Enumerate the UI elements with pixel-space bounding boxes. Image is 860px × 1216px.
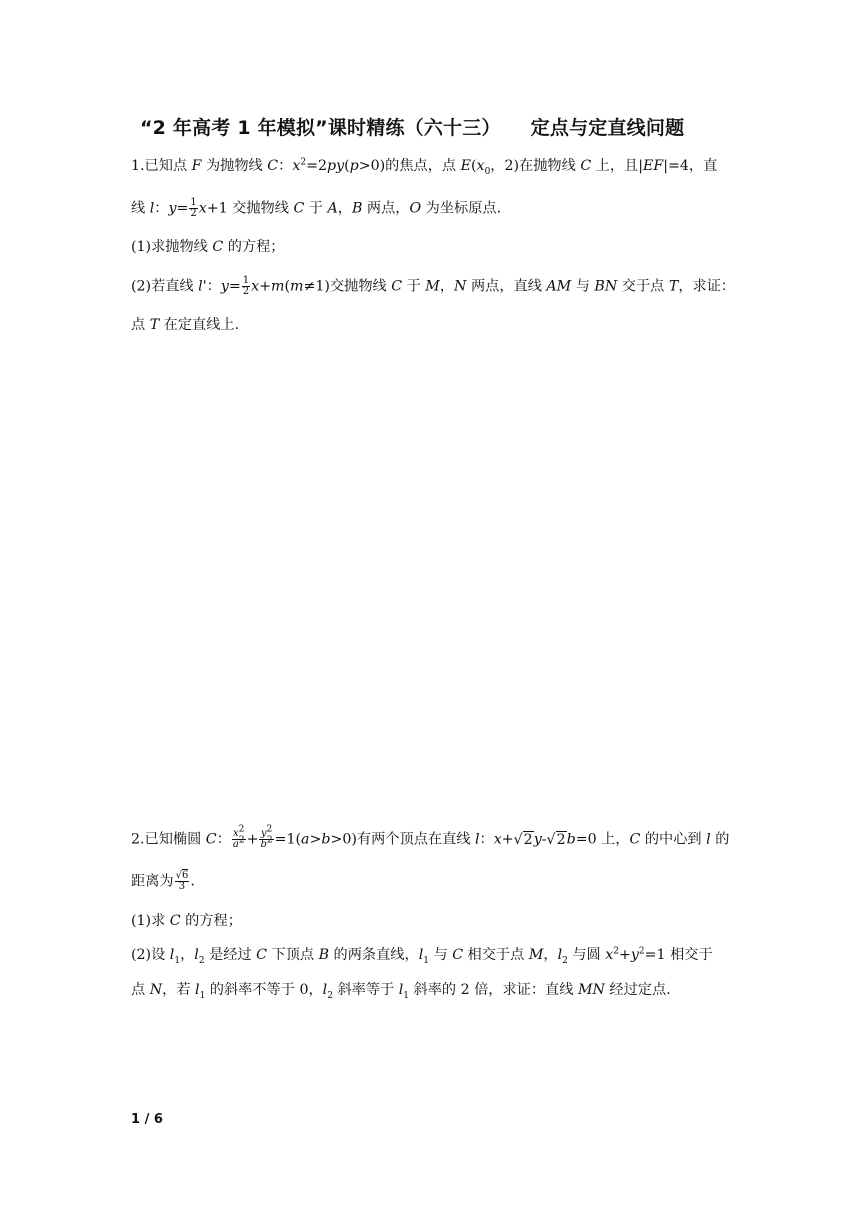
title-subtitle: 定点与定直线问题 bbox=[530, 117, 685, 139]
text: 是经过 bbox=[204, 947, 257, 963]
text: 相交于点 bbox=[463, 947, 529, 963]
var: M bbox=[425, 278, 440, 295]
text: - bbox=[541, 831, 547, 848]
var: C bbox=[629, 831, 641, 848]
var: C bbox=[580, 158, 592, 174]
var: m bbox=[290, 278, 304, 295]
sqrt-sign: √ bbox=[175, 870, 182, 881]
text: 2.已知椭圆 bbox=[131, 831, 206, 848]
text: 上，且| bbox=[591, 158, 644, 174]
problem1-part2-line2 bbox=[131, 315, 239, 335]
subscript: 2 bbox=[562, 955, 568, 966]
problem2-stem-line1 bbox=[131, 824, 730, 850]
exponent: 2 bbox=[613, 946, 619, 957]
var: C bbox=[267, 158, 279, 174]
text: 线 bbox=[131, 200, 150, 217]
text: =2 bbox=[306, 158, 327, 174]
var: a bbox=[301, 831, 310, 848]
var: EF bbox=[643, 158, 664, 174]
var: AM bbox=[546, 278, 572, 295]
problem1-stem-line2 bbox=[131, 198, 501, 219]
text: >0)有两个顶点在直线 bbox=[330, 831, 475, 848]
text: 的方程； bbox=[180, 913, 242, 929]
var: l bbox=[194, 947, 199, 963]
var: MN bbox=[577, 982, 605, 998]
var: x bbox=[198, 200, 207, 217]
text: ( bbox=[471, 158, 477, 174]
text: 于 bbox=[304, 200, 328, 217]
text: +1 交抛物线 bbox=[206, 200, 294, 217]
var: x bbox=[292, 158, 301, 174]
text: 两点，直线 bbox=[466, 278, 547, 295]
text: 交于点 bbox=[617, 278, 669, 295]
text: 点 bbox=[131, 982, 150, 998]
problem1-part2-line1 bbox=[131, 276, 735, 297]
var: A bbox=[327, 200, 338, 217]
var: l' bbox=[198, 278, 207, 295]
text: ： bbox=[479, 831, 494, 848]
text: 下顶点 bbox=[267, 947, 319, 963]
sqrt-radicand: 2 bbox=[556, 831, 566, 848]
var: x bbox=[476, 158, 485, 174]
text: ，若 bbox=[162, 982, 196, 998]
var: C bbox=[256, 947, 268, 963]
text: + bbox=[246, 831, 259, 848]
var: y bbox=[630, 947, 639, 963]
var: m bbox=[271, 278, 285, 295]
exponent: 2 bbox=[238, 835, 245, 846]
var: p bbox=[349, 158, 359, 174]
fraction bbox=[232, 824, 246, 850]
sqrt bbox=[547, 830, 567, 850]
var: C bbox=[293, 200, 305, 217]
exponent: 2 bbox=[638, 946, 645, 957]
text: 两点， bbox=[362, 200, 410, 217]
fraction bbox=[259, 824, 273, 850]
var: C bbox=[212, 239, 224, 255]
subscript: 1 bbox=[423, 955, 429, 966]
var: l bbox=[149, 200, 155, 217]
text: 为坐标原点. bbox=[421, 200, 502, 217]
text: 在定直线上. bbox=[159, 317, 240, 333]
fraction-den: 2 bbox=[190, 208, 197, 219]
text: ： bbox=[278, 158, 293, 174]
var: b bbox=[566, 831, 576, 848]
problem2-stem-line2 bbox=[131, 871, 195, 892]
text: 1.已知点 bbox=[131, 158, 192, 174]
var: l bbox=[169, 947, 175, 963]
exponent: 2 bbox=[266, 824, 273, 835]
exponent: 2 bbox=[300, 157, 307, 168]
sqrt bbox=[514, 830, 534, 850]
var: x bbox=[251, 278, 260, 295]
page-title bbox=[140, 113, 780, 140]
var: C bbox=[391, 278, 403, 295]
var: M bbox=[528, 947, 544, 963]
text: 距离为 bbox=[131, 873, 174, 890]
fraction-den: 3 bbox=[178, 881, 186, 892]
fraction-den bbox=[259, 835, 273, 850]
subscript: 1 bbox=[174, 955, 181, 966]
var: a bbox=[232, 839, 239, 850]
var: y bbox=[220, 278, 229, 295]
text: ，求证： bbox=[678, 278, 736, 295]
problem1-stem-line1 bbox=[131, 156, 717, 176]
page-number: 1 / 6 bbox=[131, 1112, 163, 1127]
var: y bbox=[260, 828, 267, 839]
text: 的方程； bbox=[223, 239, 285, 255]
var: l bbox=[706, 831, 711, 848]
problem2-part2-line1 bbox=[131, 945, 713, 965]
text: 斜率等于 bbox=[332, 982, 399, 998]
problem2-part2-line2 bbox=[131, 980, 671, 1000]
text: 斜率的 2 倍，求证：直线 bbox=[409, 982, 578, 998]
text: ： bbox=[154, 200, 169, 217]
text: ： bbox=[206, 278, 221, 295]
var: x bbox=[233, 828, 239, 839]
text: + bbox=[501, 831, 514, 848]
text: ， bbox=[337, 200, 352, 217]
text: ， bbox=[180, 947, 195, 963]
text: ，2)在抛物线 bbox=[490, 158, 581, 174]
var: y bbox=[533, 831, 542, 848]
subscript: 1 bbox=[199, 990, 206, 1001]
problem2-part1 bbox=[131, 911, 242, 931]
exponent: 2 bbox=[266, 835, 273, 846]
var: b bbox=[321, 831, 331, 848]
var: BN bbox=[594, 278, 618, 295]
subscript: 0 bbox=[484, 166, 491, 177]
text: > bbox=[309, 831, 322, 848]
text: 经过定点. bbox=[604, 982, 671, 998]
text: |=4，直 bbox=[663, 158, 718, 174]
text: 的斜率不等于 0， bbox=[205, 982, 323, 998]
subscript: 2 bbox=[327, 990, 333, 1001]
text: ( bbox=[344, 158, 350, 174]
fraction-den bbox=[232, 835, 246, 850]
var: y bbox=[168, 200, 177, 217]
var: N bbox=[454, 278, 467, 295]
var: T bbox=[668, 278, 679, 295]
text: 的 bbox=[710, 831, 730, 848]
text: (1)求抛物线 bbox=[131, 239, 213, 255]
text: 点 bbox=[131, 317, 150, 333]
exponent: 2 bbox=[238, 824, 245, 835]
sqrt-sign: √ bbox=[513, 831, 523, 848]
text: 与 bbox=[571, 278, 595, 295]
var: C bbox=[205, 831, 217, 848]
var: E bbox=[460, 158, 471, 174]
text: 与 bbox=[428, 947, 453, 963]
text: (2)若直线 bbox=[131, 278, 199, 295]
var: B bbox=[351, 200, 363, 217]
text: 的两条直线， bbox=[329, 947, 419, 963]
var: l bbox=[322, 982, 328, 998]
text: = bbox=[176, 200, 189, 217]
text: 与圆 bbox=[567, 947, 606, 963]
text: 的中心到 bbox=[640, 831, 707, 848]
fraction-den: 2 bbox=[242, 286, 250, 297]
var: O bbox=[409, 200, 422, 217]
fraction bbox=[242, 276, 250, 297]
text: (2)设 bbox=[131, 947, 170, 963]
text: ： bbox=[216, 831, 231, 848]
text: ， bbox=[543, 947, 558, 963]
fraction bbox=[189, 198, 197, 219]
title-main: “2 年高考 1 年模拟”课时精练（六十三） bbox=[140, 117, 501, 139]
text: ， bbox=[439, 278, 455, 295]
text: (1)求 bbox=[131, 913, 170, 929]
text: . bbox=[190, 873, 195, 890]
problem1-part1 bbox=[131, 237, 284, 257]
sqrt-radicand: 6 bbox=[181, 870, 189, 881]
sqrt-radicand: 2 bbox=[523, 831, 533, 848]
var: N bbox=[149, 982, 163, 998]
text: = bbox=[228, 278, 241, 295]
var: T bbox=[149, 317, 160, 333]
var: B bbox=[318, 947, 330, 963]
var: x bbox=[493, 831, 502, 848]
text: + bbox=[259, 278, 272, 295]
text: ( bbox=[284, 278, 291, 295]
sqrt-sign: √ bbox=[546, 831, 556, 848]
var: C bbox=[169, 913, 181, 929]
var: C bbox=[452, 947, 464, 963]
text: >0)的焦点，点 bbox=[358, 158, 461, 174]
text: =0 上， bbox=[575, 831, 630, 848]
var: b bbox=[260, 839, 267, 850]
text: 于 bbox=[402, 278, 426, 295]
var: l bbox=[474, 831, 480, 848]
subscript: 2 bbox=[198, 955, 205, 966]
fraction-num: 1 bbox=[190, 197, 197, 208]
text: + bbox=[619, 947, 631, 963]
var: l bbox=[557, 947, 563, 963]
var: F bbox=[191, 158, 202, 174]
text: =1( bbox=[274, 831, 302, 848]
var: l bbox=[195, 982, 200, 998]
var: l bbox=[398, 982, 404, 998]
text: 为抛物线 bbox=[201, 158, 268, 174]
fraction-num: 1 bbox=[242, 275, 250, 286]
subscript: 1 bbox=[403, 990, 409, 1001]
text: =1 相交于 bbox=[644, 947, 713, 963]
var: py bbox=[326, 158, 345, 174]
fraction bbox=[175, 871, 190, 892]
text: ≠1)交抛物线 bbox=[303, 278, 392, 295]
var: x bbox=[605, 947, 614, 963]
var: l bbox=[418, 947, 424, 963]
